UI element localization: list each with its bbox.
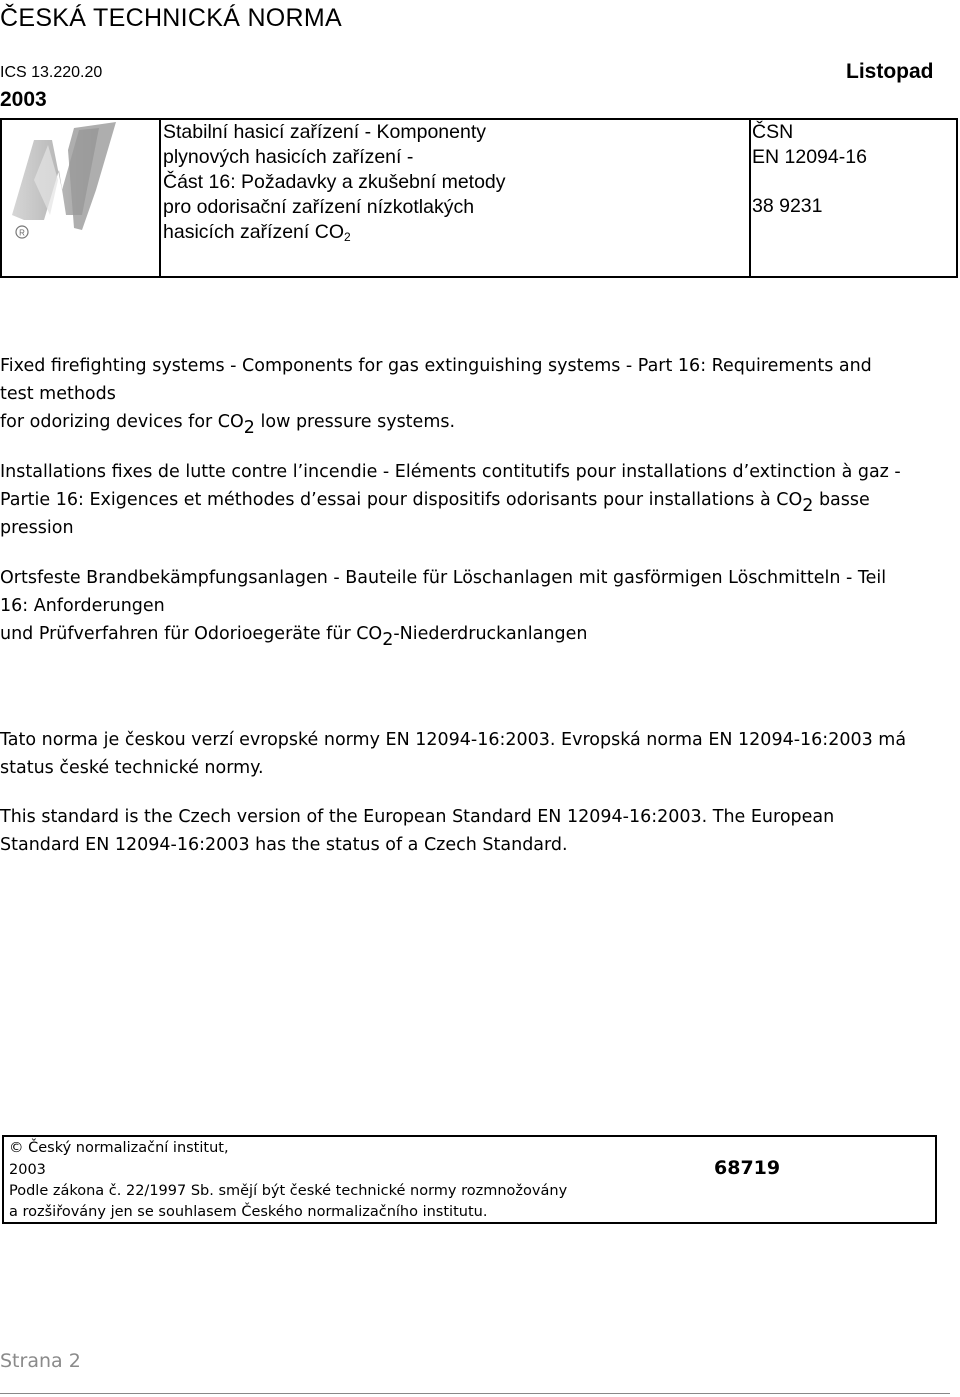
subject-line: plynových hasicích zařízení - [163,146,414,168]
ics-code: ICS 13.220.20 [0,64,103,81]
copyright-line [9,1137,567,1159]
classification-code: 38 9231 [752,195,823,217]
designation-prefix: ČSN [752,121,794,143]
registered-mark: R [19,228,25,238]
text-line: test methods [0,384,116,404]
text-line: status české technické normy. [0,758,264,778]
designation-number: EN 12094-16 [752,146,867,168]
text-line [0,486,960,514]
publication-year: 2003 [0,88,47,111]
title-german [0,564,960,648]
text-line [0,620,960,648]
subscript: 2 [802,496,814,516]
subscript: 2 [243,418,255,438]
status-statement-en [0,803,960,859]
law-notice-line: Podle zákona č. 22/1997 Sb. smějí být české technické normy rozmnožovány [9,1183,568,1199]
text-span: for odorizing devices for CO [0,412,244,432]
unmz-logo-icon [4,120,154,245]
text-line: Standard EN 12094-16:2003 has the status of a Czech Standard. [0,835,568,855]
subscript: 2 [382,630,394,650]
copyright-year: 2003 [9,1162,46,1178]
subject-line: Část 16: Požadavky a zkušební metody [163,171,506,193]
status-statement-cz [0,726,960,782]
subject-text: hasicích zařízení CO [163,221,344,243]
text-line: Ortsfeste Brandbekämpfungsanlagen - Bauteile für Löschanlagen mit gasförmigen Löschmitteln - Teil [0,568,887,588]
text-line: Fixed firefighting systems - Components for gas extinguishing systems - Part 16: Requirements and [0,356,872,376]
norma-title: ČESKÁ TECHNICKÁ NORMA [0,4,343,32]
institute-name: Český normalizační institut, [28,1140,229,1156]
page-number: Strana 2 [0,1350,81,1372]
standard-subject-cz [163,120,506,250]
text-line: This standard is the Czech version of the European Standard EN 12094-16:2003. The European [0,807,835,827]
text-span: Partie 16: Exigences et méthodes d’essai pour dispositifs odorisants pour installations à CO [0,490,803,510]
text-span: und Prüfverfahren für Odorioegeräte für CO [0,624,383,644]
text-span: low pressure systems. [254,412,456,432]
text-line: Tato norma je českou verzí evropské normy EN 12094-16:2003. Evropská norma EN 12094-16:2003 má [0,730,907,750]
publication-month: Listopad [846,60,934,83]
subject-line [163,220,506,250]
title-french [0,458,960,542]
subject-line: pro odorisační zařízení nízkotlakých [163,196,475,218]
standard-designation [752,120,867,170]
subscript: 2 [343,230,351,244]
title-english [0,352,960,436]
header-divider-right [749,118,751,278]
law-notice-line: a rozšiřovány jen se souhlasem Českého normalizačního institutu. [9,1204,488,1220]
copyright-notice [9,1137,567,1223]
copyright-icon: © [9,1140,24,1156]
subject-line: Stabilní hasicí zařízení - Komponenty [163,121,486,143]
text-line [0,408,960,436]
bottom-divider [0,1393,950,1394]
text-span: -Niederdruckanlangen [393,624,588,644]
text-line: Installations fixes de lutte contre l’incendie - Eléments contitutifs pour installations d’extinction à gaz - [0,462,901,482]
text-line: pression [0,518,74,538]
catalog-number: 68719 [714,1157,781,1179]
text-line: 16: Anforderungen [0,596,165,616]
header-divider-left [159,118,161,278]
text-span: basse [813,490,870,510]
